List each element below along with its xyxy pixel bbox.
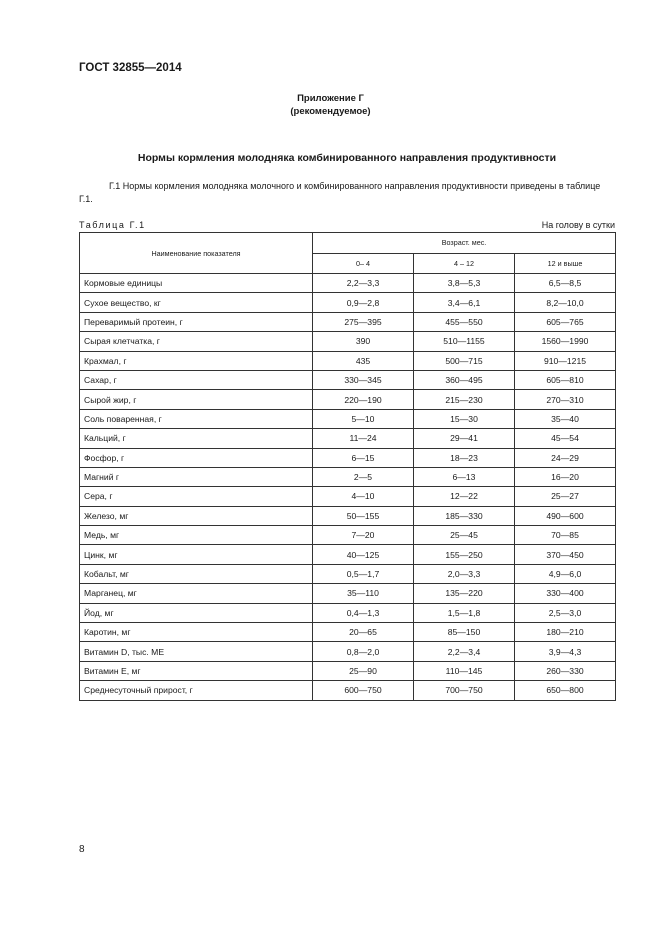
table-caption: Таблица Г.1	[79, 220, 146, 230]
value-cell-age-0-4: 600—750	[313, 681, 414, 700]
value-cell-age-0-4: 2—5	[313, 467, 414, 486]
indicator-name-cell: Кобальт, мг	[80, 564, 313, 583]
age-group-header: 0– 4	[313, 253, 414, 274]
value-cell-age-12-plus: 650—800	[515, 681, 616, 700]
value-cell-age-0-4: 330—345	[313, 370, 414, 389]
value-cell-age-0-4: 0,8—2,0	[313, 642, 414, 661]
table-row	[80, 312, 616, 331]
table-row	[80, 545, 616, 564]
table-row	[80, 506, 616, 525]
value-cell-age-0-4: 7—20	[313, 526, 414, 545]
value-cell-age-12-plus: 25—27	[515, 487, 616, 506]
indicator-name-cell: Йод, мг	[80, 603, 313, 622]
table-row	[80, 642, 616, 661]
appendix-status: (рекомендуемое)	[290, 106, 371, 117]
table-row	[80, 487, 616, 506]
indicator-name-cell: Сахар, г	[80, 370, 313, 389]
value-cell-age-12-plus: 490—600	[515, 506, 616, 525]
value-cell-age-4-12: 510—1155	[414, 332, 515, 351]
value-cell-age-4-12: 6—13	[414, 467, 515, 486]
value-cell-age-12-plus: 8,2—10,0	[515, 293, 616, 312]
table-row	[80, 332, 616, 351]
table-row	[80, 274, 616, 293]
value-cell-age-0-4: 50—155	[313, 506, 414, 525]
feeding-norms-table	[79, 232, 616, 701]
value-cell-age-0-4: 275—395	[313, 312, 414, 331]
value-cell-age-0-4: 0,9—2,8	[313, 293, 414, 312]
value-cell-age-0-4: 11—24	[313, 429, 414, 448]
value-cell-age-12-plus: 910—1215	[515, 351, 616, 370]
indicator-name-cell: Фосфор, г	[80, 448, 313, 467]
indicator-name-header: Наименование показателя	[80, 233, 313, 274]
table-row	[80, 526, 616, 545]
value-cell-age-4-12: 185—330	[414, 506, 515, 525]
indicator-name-cell: Крахмал, г	[80, 351, 313, 370]
value-cell-age-4-12: 700—750	[414, 681, 515, 700]
indicator-name-cell: Сера, г	[80, 487, 313, 506]
age-header: Возраст. мес.	[313, 233, 616, 254]
value-cell-age-4-12: 29—41	[414, 429, 515, 448]
value-cell-age-12-plus: 24—29	[515, 448, 616, 467]
table-row	[80, 448, 616, 467]
table-row	[80, 390, 616, 409]
table-unit-note: На голову в сутки	[541, 220, 615, 230]
value-cell-age-12-plus: 35—40	[515, 409, 616, 428]
value-cell-age-4-12: 12—22	[414, 487, 515, 506]
table-row	[80, 584, 616, 603]
value-cell-age-4-12: 2,2—3,4	[414, 642, 515, 661]
indicator-name-cell: Кормовые единицы	[80, 274, 313, 293]
value-cell-age-4-12: 18—23	[414, 448, 515, 467]
value-cell-age-0-4: 390	[313, 332, 414, 351]
value-cell-age-0-4: 0,5—1,7	[313, 564, 414, 583]
indicator-name-cell: Сырая клетчатка, г	[80, 332, 313, 351]
value-cell-age-12-plus: 270—310	[515, 390, 616, 409]
value-cell-age-12-plus: 6,5—8,5	[515, 274, 616, 293]
table-body	[80, 274, 616, 701]
value-cell-age-0-4: 40—125	[313, 545, 414, 564]
value-cell-age-4-12: 360—495	[414, 370, 515, 389]
intro-paragraph: Г.1 Нормы кормления молодняка молочного и комбинированного направления продуктивности приведены в таблице Г.1.	[79, 181, 601, 204]
table-row	[80, 661, 616, 680]
value-cell-age-4-12: 500—715	[414, 351, 515, 370]
value-cell-age-0-4: 5—10	[313, 409, 414, 428]
age-group-header: 4 – 12	[414, 253, 515, 274]
table-row	[80, 293, 616, 312]
value-cell-age-12-plus: 180—210	[515, 623, 616, 642]
indicator-name-cell: Железо, мг	[80, 506, 313, 525]
value-cell-age-0-4: 6—15	[313, 448, 414, 467]
table-row	[80, 467, 616, 486]
value-cell-age-0-4: 20—65	[313, 623, 414, 642]
value-cell-age-0-4: 2,2—3,3	[313, 274, 414, 293]
value-cell-age-12-plus: 260—330	[515, 661, 616, 680]
value-cell-age-12-plus: 370—450	[515, 545, 616, 564]
value-cell-age-4-12: 110—145	[414, 661, 515, 680]
section-title: Нормы кормления молодняка комбинированного направления продуктивности	[137, 152, 557, 164]
value-cell-age-4-12: 455—550	[414, 312, 515, 331]
indicator-name-cell: Переваримый протеин, г	[80, 312, 313, 331]
table-row	[80, 351, 616, 370]
indicator-name-cell: Магний г	[80, 467, 313, 486]
indicator-name-cell: Марганец, мг	[80, 584, 313, 603]
value-cell-age-4-12: 3,4—6,1	[414, 293, 515, 312]
indicator-name-cell: Кальций, г	[80, 429, 313, 448]
value-cell-age-4-12: 3,8—5,3	[414, 274, 515, 293]
value-cell-age-12-plus: 4,9—6,0	[515, 564, 616, 583]
indicator-name-cell: Среднесуточный прирост, г	[80, 681, 313, 700]
appendix-title: Приложение Г	[297, 93, 364, 104]
value-cell-age-0-4: 220—190	[313, 390, 414, 409]
value-cell-age-12-plus: 2,5—3,0	[515, 603, 616, 622]
value-cell-age-12-plus: 16—20	[515, 467, 616, 486]
table-row	[80, 564, 616, 583]
value-cell-age-12-plus: 605—765	[515, 312, 616, 331]
indicator-name-cell: Витамин Е, мг	[80, 661, 313, 680]
value-cell-age-0-4: 25—90	[313, 661, 414, 680]
value-cell-age-4-12: 215—230	[414, 390, 515, 409]
value-cell-age-12-plus: 45—54	[515, 429, 616, 448]
value-cell-age-4-12: 155—250	[414, 545, 515, 564]
value-cell-age-0-4: 4—10	[313, 487, 414, 506]
indicator-name-cell: Каротин, мг	[80, 623, 313, 642]
value-cell-age-4-12: 1,5—1,8	[414, 603, 515, 622]
indicator-name-cell: Сухое вещество, кг	[80, 293, 313, 312]
value-cell-age-12-plus: 70—85	[515, 526, 616, 545]
table-row	[80, 681, 616, 700]
indicator-name-cell: Медь, мг	[80, 526, 313, 545]
standard-number: ГОСТ 32855—2014	[79, 62, 182, 74]
value-cell-age-0-4: 35—110	[313, 584, 414, 603]
table-row	[80, 370, 616, 389]
value-cell-age-4-12: 2,0—3,3	[414, 564, 515, 583]
value-cell-age-12-plus: 330—400	[515, 584, 616, 603]
indicator-name-cell: Цинк, мг	[80, 545, 313, 564]
value-cell-age-12-plus: 1560—1990	[515, 332, 616, 351]
value-cell-age-0-4: 0,4—1,3	[313, 603, 414, 622]
indicator-name-cell: Сырой жир, г	[80, 390, 313, 409]
table-row	[80, 409, 616, 428]
indicator-name-cell: Витамин D, тыс. МЕ	[80, 642, 313, 661]
value-cell-age-4-12: 135—220	[414, 584, 515, 603]
value-cell-age-4-12: 85—150	[414, 623, 515, 642]
value-cell-age-4-12: 15—30	[414, 409, 515, 428]
value-cell-age-0-4: 435	[313, 351, 414, 370]
value-cell-age-4-12: 25—45	[414, 526, 515, 545]
indicator-name-cell: Соль поваренная, г	[80, 409, 313, 428]
table-row	[80, 603, 616, 622]
value-cell-age-12-plus: 605—810	[515, 370, 616, 389]
table-row	[80, 623, 616, 642]
value-cell-age-12-plus: 3,9—4,3	[515, 642, 616, 661]
age-group-header: 12 и выше	[515, 253, 616, 274]
page-number: 8	[79, 844, 85, 855]
table-row	[80, 429, 616, 448]
